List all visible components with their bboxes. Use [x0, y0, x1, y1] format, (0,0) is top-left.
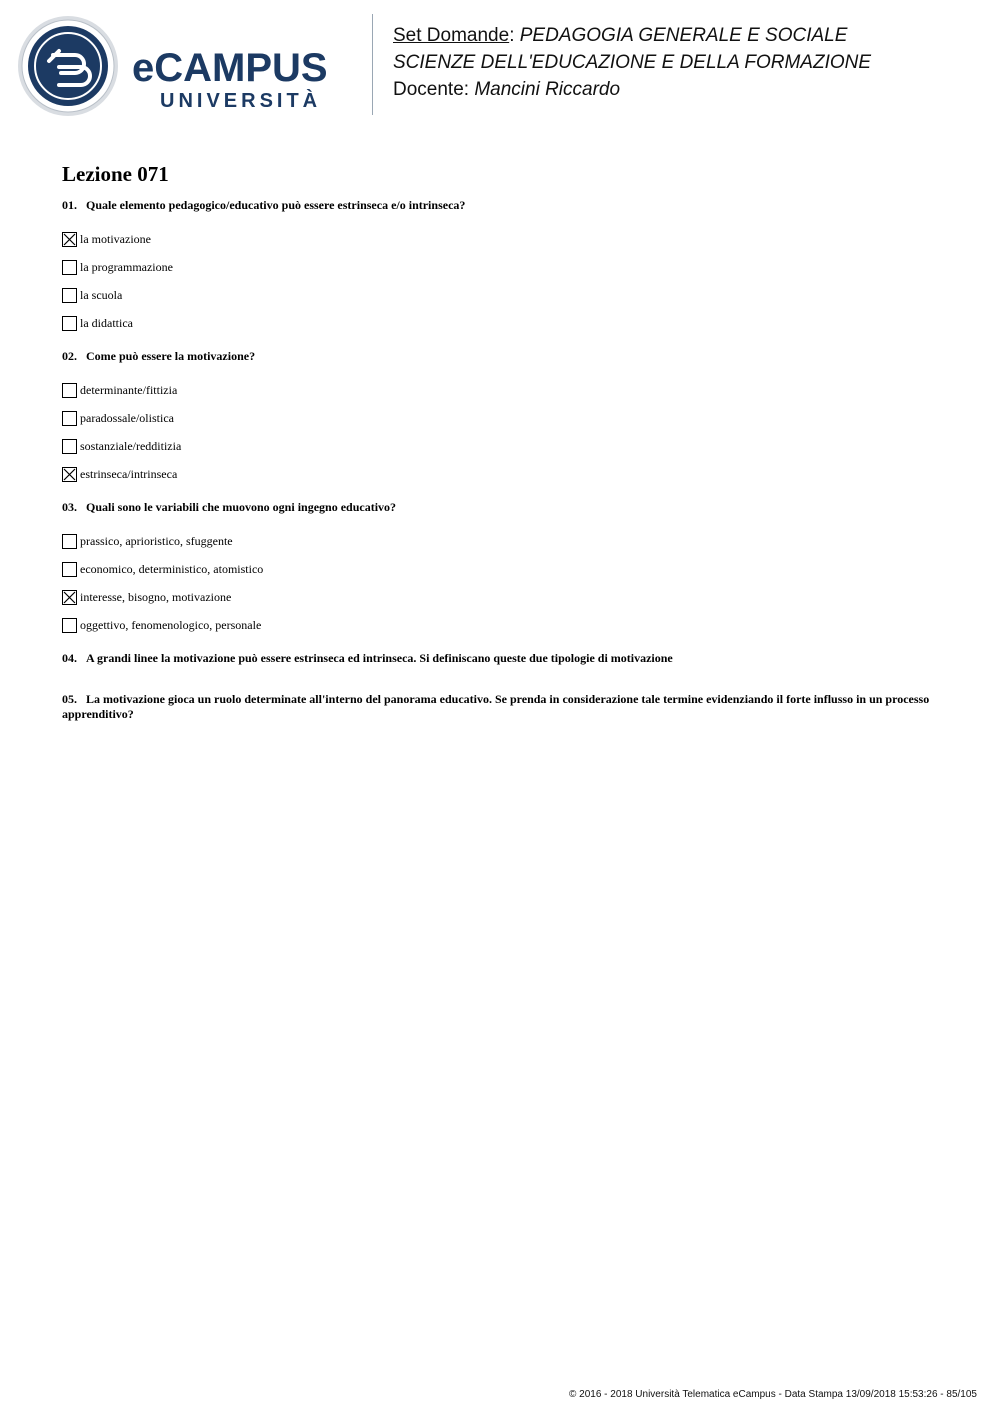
answer-text: la scuola: [80, 287, 123, 302]
checkbox[interactable]: [62, 288, 77, 303]
answer-text: la programmazione: [80, 259, 173, 274]
question-prompt: Quali sono le variabili che muovono ogni ingegno educativo?: [86, 500, 397, 514]
checkbox[interactable]: [62, 411, 77, 426]
checkbox[interactable]: [62, 260, 77, 275]
answer-option[interactable]: [62, 460, 942, 488]
answer-text: sostanziale/redditizia: [80, 438, 182, 453]
checkbox[interactable]: [62, 534, 77, 549]
set-colon: :: [509, 25, 515, 46]
question-prompt: Come può essere la motivazione?: [86, 349, 256, 363]
ecampus-logo: [15, 15, 360, 117]
header-line-1: [393, 22, 871, 49]
answer-option[interactable]: [62, 583, 942, 611]
checkbox-checked[interactable]: [62, 232, 77, 247]
checkbox[interactable]: [62, 562, 77, 577]
header-line-3: [393, 76, 871, 103]
checkbox-checked[interactable]: [62, 467, 77, 482]
answer-text: paradossale/olistica: [80, 410, 174, 425]
question-prompt: Quale elemento pedagogico/educativo può essere estrinseca e/o intrinseca?: [86, 198, 466, 212]
answer-option[interactable]: [62, 309, 942, 337]
answer-option[interactable]: [62, 611, 942, 639]
question-number: 05.: [62, 692, 77, 706]
x-mark-icon: [63, 233, 76, 246]
page-footer: © 2016 - 2018 Università Telematica eCampus - Data Stampa 13/09/2018 15:53:26 - 85/105: [569, 1389, 977, 1400]
answer-option[interactable]: [62, 555, 942, 583]
header-line-2: [393, 49, 871, 76]
answer-text: interesse, bisogno, motivazione: [80, 589, 232, 604]
answer-list: [62, 376, 942, 488]
question-text: [62, 692, 942, 722]
answer-text: la motivazione: [80, 231, 151, 246]
question-number: 04.: [62, 651, 77, 665]
teacher-name: Mancini Riccardo: [474, 79, 621, 100]
answer-option[interactable]: [62, 432, 942, 460]
teacher-label: Docente:: [393, 79, 470, 100]
question-04: [62, 651, 942, 666]
question-01: [62, 198, 942, 337]
answer-list: [62, 225, 942, 337]
checkbox[interactable]: [62, 383, 77, 398]
x-mark-icon: [63, 468, 76, 481]
x-mark-icon: [63, 591, 76, 604]
question-number: 02.: [62, 349, 77, 363]
answer-text: la didattica: [80, 315, 133, 330]
answer-option[interactable]: [62, 225, 942, 253]
checkbox-checked[interactable]: [62, 590, 77, 605]
header-info: [393, 22, 871, 103]
set-label: Set Domande: [393, 25, 510, 46]
question-text: [62, 651, 942, 666]
answer-option[interactable]: [62, 527, 942, 555]
question-prompt: La motivazione gioca un ruolo determinate all'interno del panorama educativo. Se prenda in considerazione tale termine evidenziando il forte influsso in un processo apprenditivo?: [62, 692, 930, 721]
question-text: [62, 349, 942, 364]
answer-text: prassico, aprioristico, sfuggente: [80, 533, 233, 548]
answer-text: estrinseca/intrinseca: [80, 466, 178, 481]
logo-subtitle: UNIVERSITÀ: [160, 90, 322, 112]
answer-option[interactable]: [62, 253, 942, 281]
question-03: [62, 500, 942, 639]
course-line-1: PEDAGOGIA GENERALE E SOCIALE: [519, 25, 848, 46]
answer-option[interactable]: [62, 281, 942, 309]
question-05: [62, 692, 942, 722]
checkbox[interactable]: [62, 316, 77, 331]
lesson-title: Lezione 071: [62, 162, 169, 186]
question-number: 01.: [62, 198, 77, 212]
question-text: [62, 198, 942, 213]
course-line-2: SCIENZE DELL'EDUCAZIONE E DELLA FORMAZIONE: [393, 52, 872, 73]
logo-brand: eCAMPUS: [132, 46, 328, 90]
question-text: [62, 500, 942, 515]
checkbox[interactable]: [62, 618, 77, 633]
answer-option[interactable]: [62, 376, 942, 404]
question-02: [62, 349, 942, 488]
header-divider: [372, 14, 373, 115]
answer-text: oggettivo, fenomenologico, personale: [80, 617, 262, 632]
checkbox[interactable]: [62, 439, 77, 454]
question-number: 03.: [62, 500, 77, 514]
answer-text: determinante/fittizia: [80, 382, 178, 397]
ecampus-seal-icon: [15, 15, 360, 117]
answer-option[interactable]: [62, 404, 942, 432]
answer-text: economico, deterministico, atomistico: [80, 561, 264, 576]
answer-list: [62, 527, 942, 639]
question-prompt: A grandi linee la motivazione può essere estrinseca ed intrinseca. Si definiscano queste due tipologie di motivazione: [86, 651, 673, 665]
